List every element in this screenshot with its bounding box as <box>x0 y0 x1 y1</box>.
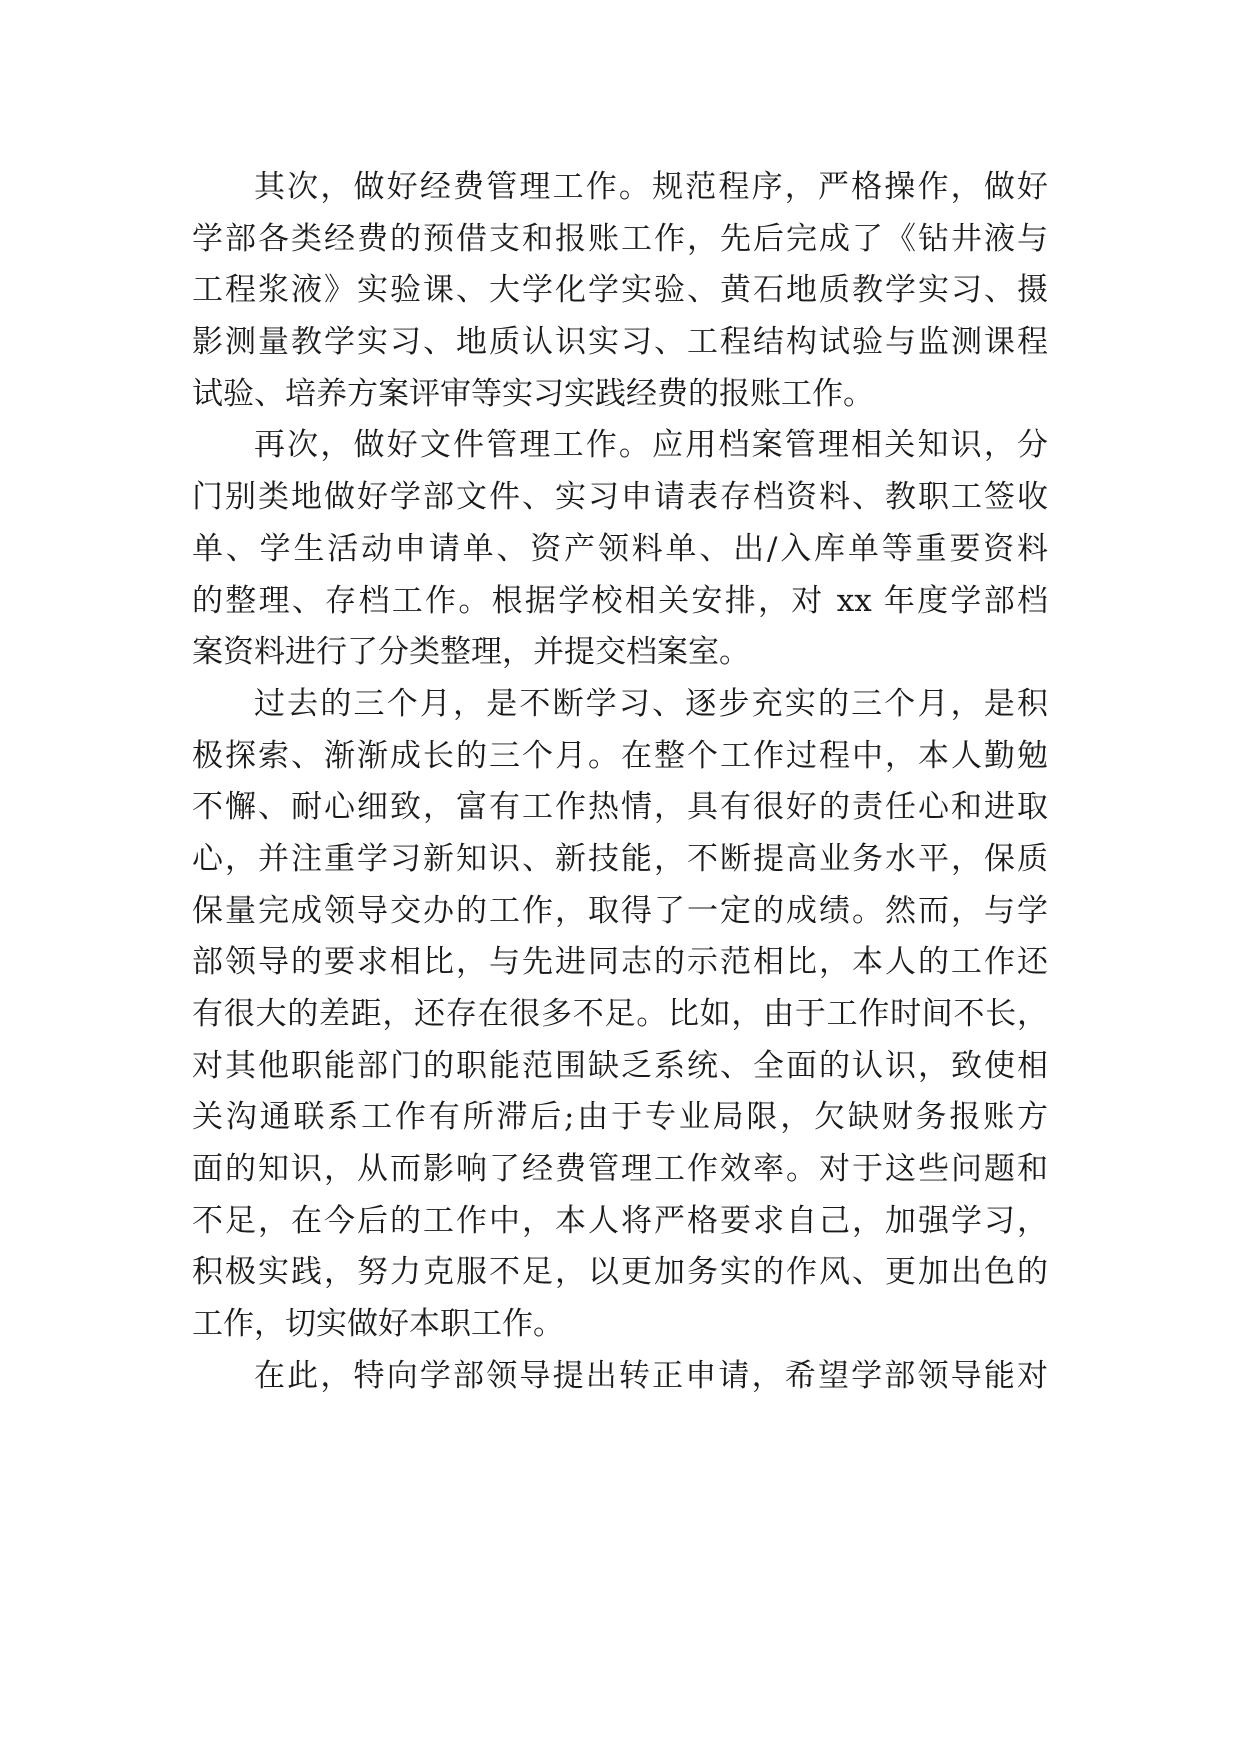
text-line: 保量完成领导交办的工作，取得了一定的成绩。然而，与学 <box>192 892 1048 929</box>
text-line: 在此，特向学部领导提出转正申请，希望学部领导能对 <box>254 1357 1048 1394</box>
text-line: 关沟通联系工作有所滞后;由于专业局限，欠缺财务报账方 <box>192 1099 1048 1136</box>
text-line: 的整理、存档工作。根据学校相关安排，对 xx 年度学部档 <box>192 582 1048 619</box>
text-line: 面的知识，从而影响了经费管理工作效率。对于这些问题和 <box>192 1151 1048 1188</box>
document-body <box>192 162 1048 1403</box>
text-line: 其次，做好经费管理工作。规范程序，严格操作，做好 <box>254 169 1048 205</box>
text-line: 不懈、耐心细致，富有工作热情，具有很好的责任心和进取 <box>192 789 1048 826</box>
paragraph-request <box>192 1351 1048 1403</box>
text-line: 试验、培养方案评审等实习实践经费的报账工作。 <box>192 375 874 412</box>
text-line: 再次，做好文件管理工作。应用档案管理相关知识，分 <box>254 427 1048 464</box>
text-line: 对其他职能部门的职能范围缺乏系统、全面的认识，致使相 <box>192 1047 1048 1084</box>
text-line: 有很大的差距，还存在很多不足。比如，由于工作时间不长， <box>192 996 1048 1032</box>
text-line: 极探索、渐渐成长的三个月。在整个工作过程中，本人勤勉 <box>192 737 1048 774</box>
text-line: 不足，在今后的工作中，本人将严格要求自己，加强学习， <box>192 1202 1048 1239</box>
paragraph-funding <box>192 162 1048 420</box>
paragraph-documents <box>192 420 1048 678</box>
text-line: 影测量教学实习、地质认识实习、工程结构试验与监测课程 <box>192 324 1048 361</box>
text-line: 单、学生活动申请单、资产领料单、出/入库单等重要资料 <box>192 530 1048 567</box>
text-line: 工程浆液》实验课、大学化学实验、黄石地质教学实习、摄 <box>192 272 1048 309</box>
text-line: 部领导的要求相比，与先进同志的示范相比，本人的工作还 <box>192 944 1048 981</box>
text-line: 门别类地做好学部文件、实习申请表存档资料、教职工签收 <box>192 479 1048 516</box>
text-line: 学部各类经费的预借支和报账工作，先后完成了《钻井液与 <box>192 220 1048 257</box>
text-line: 过去的三个月，是不断学习、逐步充实的三个月，是积 <box>254 685 1048 722</box>
text-line: 心，并注重学习新知识、新技能，不断提高业务水平，保质 <box>192 840 1048 877</box>
text-line: 工作，切实做好本职工作。 <box>192 1306 564 1343</box>
paragraph-summary <box>192 679 1048 1351</box>
text-line: 案资料进行了分类整理，并提交档案室。 <box>192 634 750 671</box>
text-line: 积极实践，努力克服不足，以更加务实的作风、更加出色的 <box>192 1254 1048 1291</box>
